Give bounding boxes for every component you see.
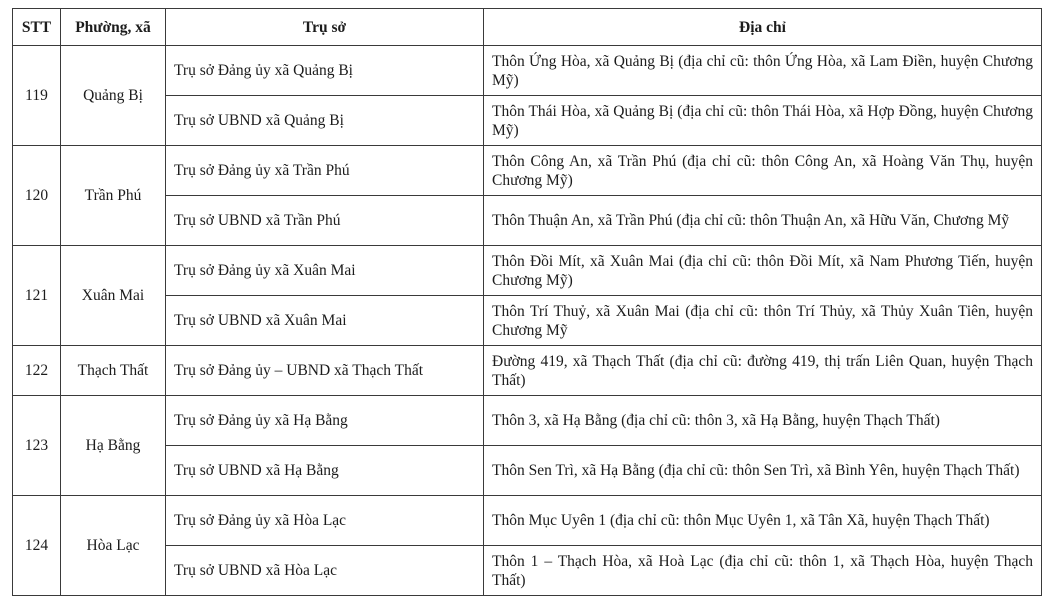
cell-address: Thôn Công An, xã Trần Phú (địa chỉ cũ: thôn Công An, xã Hoàng Văn Thụ, huyện Chương Mỹ) [484, 146, 1042, 196]
cell-ward: Quảng Bị [61, 46, 166, 146]
cell-address: Thôn Mục Uyên 1 (địa chỉ cũ: thôn Mục Uyên 1, xã Tân Xã, huyện Thạch Thất) [484, 496, 1042, 546]
table-row [13, 96, 1042, 146]
cell-address: Đường 419, xã Thạch Thất (địa chỉ cũ: đường 419, thị trấn Liên Quan, huyện Thạch Thất) [484, 346, 1042, 396]
cell-address: Thôn 1 – Thạch Hòa, xã Hoà Lạc (địa chỉ cũ: thôn 1, xã Thạch Hòa, huyện Thạch Thất) [484, 546, 1042, 596]
cell-stt: 123 [13, 396, 61, 496]
cell-ward: Hạ Bằng [61, 396, 166, 496]
table-row [13, 396, 1042, 446]
cell-office: Trụ sở Đảng ủy xã Hòa Lạc [166, 496, 484, 546]
cell-address: Thôn Đồi Mít, xã Xuân Mai (địa chỉ cũ: thôn Đồi Mít, xã Nam Phương Tiến, huyện Chương Mỹ) [484, 246, 1042, 296]
header-office: Trụ sở [166, 9, 484, 46]
cell-office: Trụ sở UBND xã Quảng Bị [166, 96, 484, 146]
cell-office: Trụ sở UBND xã Trần Phú [166, 196, 484, 246]
table-row [13, 296, 1042, 346]
cell-address: Thôn Trí Thuỷ, xã Xuân Mai (địa chỉ cũ: thôn Trí Thủy, xã Thủy Xuân Tiên, huyện Chương Mỹ [484, 296, 1042, 346]
cell-stt: 119 [13, 46, 61, 146]
cell-address: Thôn Thuận An, xã Trần Phú (địa chỉ cũ: thôn Thuận An, xã Hữu Văn, Chương Mỹ [484, 196, 1042, 246]
table-row [13, 346, 1042, 396]
cell-address: Thôn Thái Hòa, xã Quảng Bị (địa chỉ cũ: thôn Thái Hòa, xã Hợp Đồng, huyện Chương Mỹ) [484, 96, 1042, 146]
cell-office: Trụ sở UBND xã Hòa Lạc [166, 546, 484, 596]
cell-ward: Hòa Lạc [61, 496, 166, 596]
cell-address: Thôn Ứng Hòa, xã Quảng Bị (địa chỉ cũ: thôn Ứng Hòa, xã Lam Điền, huyện Chương Mỹ) [484, 46, 1042, 96]
cell-address: Thôn 3, xã Hạ Bằng (địa chỉ cũ: thôn 3, xã Hạ Bằng, huyện Thạch Thất) [484, 396, 1042, 446]
cell-office: Trụ sở Đảng ủy xã Trần Phú [166, 146, 484, 196]
table-row [13, 496, 1042, 546]
cell-office: Trụ sở Đảng ủy xã Xuân Mai [166, 246, 484, 296]
cell-office: Trụ sở Đảng ủy – UBND xã Thạch Thất [166, 346, 484, 396]
headquarters-address-table [12, 8, 1042, 596]
table-row [13, 446, 1042, 496]
cell-office: Trụ sở UBND xã Xuân Mai [166, 296, 484, 346]
table-row [13, 546, 1042, 596]
table-row [13, 46, 1042, 96]
cell-address: Thôn Sen Trì, xã Hạ Bằng (địa chỉ cũ: thôn Sen Trì, xã Bình Yên, huyện Thạch Thất) [484, 446, 1042, 496]
cell-stt: 120 [13, 146, 61, 246]
cell-office: Trụ sở Đảng ủy xã Hạ Bằng [166, 396, 484, 446]
cell-stt: 124 [13, 496, 61, 596]
cell-ward: Trần Phú [61, 146, 166, 246]
header-address: Địa chỉ [484, 9, 1042, 46]
table-header-row [13, 9, 1042, 46]
header-ward: Phường, xã [61, 9, 166, 46]
table-row [13, 146, 1042, 196]
header-stt: STT [13, 9, 61, 46]
cell-ward: Thạch Thất [61, 346, 166, 396]
table-row [13, 196, 1042, 246]
table-row [13, 246, 1042, 296]
cell-office: Trụ sở UBND xã Hạ Bằng [166, 446, 484, 496]
cell-stt: 122 [13, 346, 61, 396]
cell-office: Trụ sở Đảng ủy xã Quảng Bị [166, 46, 484, 96]
cell-stt: 121 [13, 246, 61, 346]
cell-ward: Xuân Mai [61, 246, 166, 346]
